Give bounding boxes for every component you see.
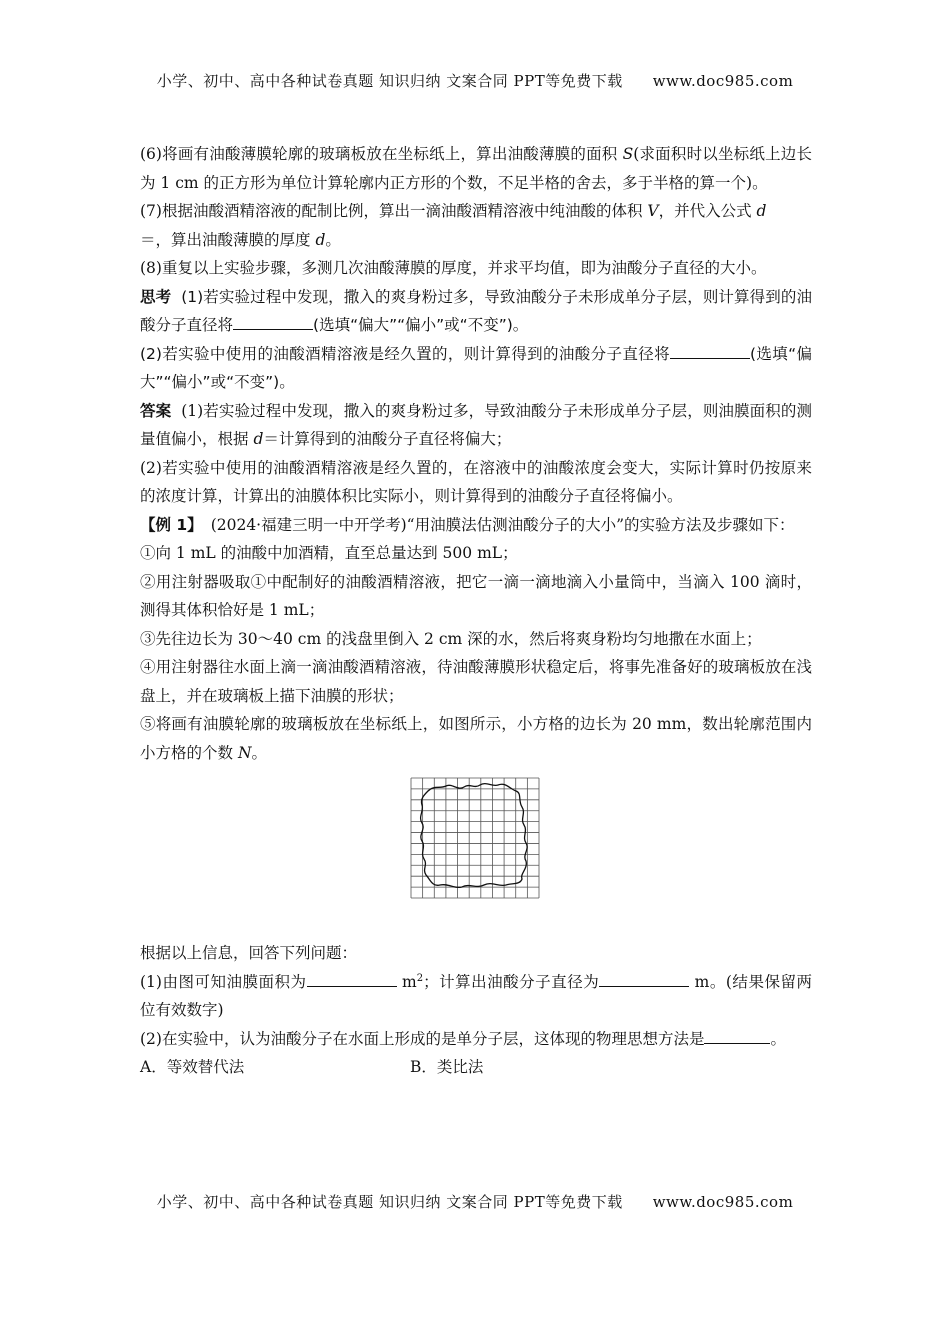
page-content [140, 140, 812, 1081]
step-6 [140, 140, 812, 197]
example-step-3: ③先往边长为 30～40 cm 的浅盘里倒入 2 cm 深的水，然后将爽身粉均匀地撒在水面上； [140, 629, 762, 648]
example-step-2: ②用注射器吸取①中配制好的油酸酒精溶液，把它一滴一滴地滴入小量筒中，当滴入 100 滴时，测得其体积恰好是 1 mL； [140, 572, 812, 619]
option-b[interactable]: B．类比法 [410, 1058, 484, 1076]
think-q2 [140, 340, 812, 397]
answer-1-text-a: (1)若实验过程中发现，撒入的爽身粉过多，导致油酸分子未形成单分子层，则油膜面积的测量值偏小，根据 [140, 401, 812, 448]
example-q2 [140, 1025, 812, 1054]
example-q1-text-c: m。(结果保留两位有效数字) [140, 972, 812, 1019]
example-q2-text: (2)在实验中，认为油酸分子在水面上形成的是单分子层，这体现的物理思想方法是 [140, 1029, 705, 1048]
example-intro [140, 511, 812, 540]
header-text: 小学、初中、高中各种试卷真题 知识归纳 文案合同 PPT等免费下载 [156, 72, 623, 90]
example-q1-sup: 2 [416, 972, 424, 984]
example-q2-end: 。 [770, 1029, 786, 1048]
step-7 [140, 197, 812, 254]
page-footer [0, 1191, 950, 1212]
answer-1-var: d [253, 430, 264, 448]
think-q2-blank[interactable] [670, 340, 750, 359]
think-label: 思考 [140, 287, 172, 306]
oil-film-figure [140, 777, 812, 927]
step-7-text-b: ，并代入公式 [658, 202, 757, 220]
example-step-5-end: 。 [251, 743, 268, 762]
footer-site[interactable]: www.doc985.com [652, 1193, 794, 1211]
step-7-text-a: (7)根据油酸酒精溶液的配制比例，算出一滴油酸酒精溶液中纯油酸的体积 [140, 202, 648, 220]
step-7-text-d: 。 [325, 230, 341, 249]
example-q2-blank[interactable] [704, 1025, 770, 1044]
step-7-text-c: ＝，算出油酸薄膜的厚度 [140, 230, 316, 249]
oil-film-outline [421, 784, 528, 888]
example-step-5 [140, 710, 812, 767]
answer-1-text-b: ＝计算得到的油酸分子直径将偏大； [263, 430, 512, 448]
example-q1-text-b: ；计算出油酸分子直径为 [423, 972, 600, 991]
step-7-var-d2: d [315, 230, 326, 249]
step-7-var-v: V [647, 202, 659, 220]
step-6-var: S [622, 145, 634, 163]
header-site[interactable]: www.doc985.com [652, 72, 794, 90]
example-q1-blank-area[interactable] [307, 968, 397, 987]
page-header [0, 70, 950, 91]
example-q1-unit: m [396, 972, 417, 991]
example-after: 根据以上信息，回答下列问题： [140, 944, 358, 962]
example-label: 【例 1】 [140, 515, 203, 534]
step-7-var-d: d [756, 202, 767, 220]
example-step-4: ④用注射器往水面上滴一滴油酸酒精溶液，待油酸薄膜形状稳定后，将事先准备好的玻璃板放在浅盘上，并在玻璃板上描下油膜的形状； [140, 658, 812, 705]
step-8: (8)重复以上实验步骤，多测几次油酸薄膜的厚度，并求平均值，即为油酸分子直径的大小。 [140, 259, 767, 277]
think-q1 [140, 283, 812, 340]
example-step-5-var: N [237, 743, 252, 762]
think-q2-text-a: (2)若实验中使用的油酸酒精溶液是经久置的，则计算得到的油酸分子直径将 [140, 344, 670, 363]
example-q1-blank-diameter[interactable] [599, 968, 689, 987]
answer-2: (2)若实验中使用的油酸酒精溶液是经久置的，在溶液中的油酸浓度会变大，实际计算时仍按原来的浓度计算，计算出的油膜体积比实际小，则计算得到的油酸分子直径将偏小。 [140, 458, 812, 505]
step-6-text-b: (求面积时以坐标纸上边长为 1 cm 的正方形为单位计算轮廓内正方形的个数，不足半格的舍去，多于半格的算一个)。 [140, 145, 812, 192]
example-q1-text-a: (1)由图可知油膜面积为 [140, 972, 307, 991]
answer-label: 答案 [140, 401, 172, 420]
think-q1-text-a: (1)若实验过程中发现，撒入的爽身粉过多，导致油酸分子未形成单分子层，则计算得到的油酸分子直径将 [140, 287, 812, 334]
example-options [140, 1053, 812, 1081]
option-a[interactable]: A．等效替代法 [140, 1058, 245, 1076]
think-q1-blank[interactable] [233, 311, 313, 330]
footer-text: 小学、初中、高中各种试卷真题 知识归纳 文案合同 PPT等免费下载 [156, 1193, 623, 1211]
oil-film-grid [410, 777, 540, 899]
think-q2-text-b: (选填“偏大”“偏小”或“不变”)。 [140, 344, 813, 391]
step-6-text-a: (6)将画有油酸薄膜轮廓的玻璃板放在坐标纸上，算出油酸薄膜的面积 [140, 145, 623, 163]
answer-1 [140, 397, 812, 454]
example-q1 [140, 968, 812, 1025]
example-intro-text: (2024·福建三明一中开学考)“用油膜法估测油酸分子的大小”的实验方法及步骤如下： [210, 515, 795, 534]
example-step-1: ①向 1 mL 的油酸中加酒精，直至总量达到 500 mL； [140, 544, 518, 562]
think-q1-text-b: (选填“偏大”“偏小”或“不变”)。 [313, 316, 529, 334]
example-step-5-text: ⑤将画有油膜轮廓的玻璃板放在坐标纸上，如图所示，小方格的边长为 20 mm，数出轮廓范围内小方格的个数 [140, 715, 812, 762]
